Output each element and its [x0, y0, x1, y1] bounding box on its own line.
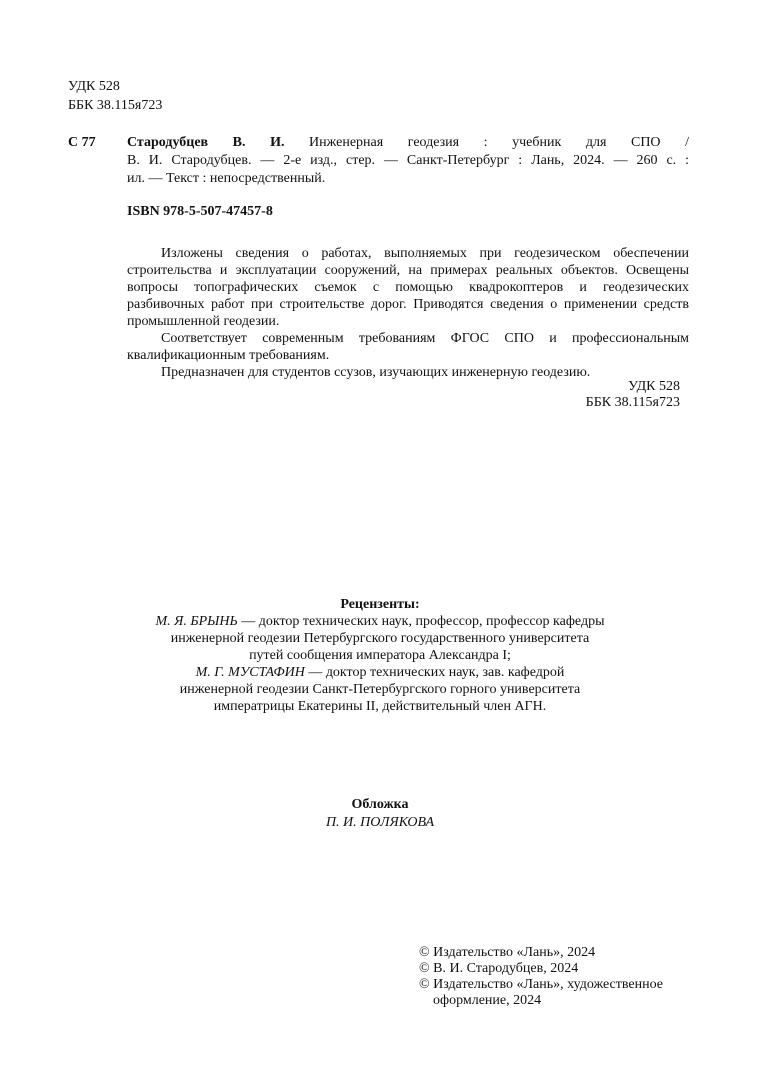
- reviewer-2-title: — доктор технических наук, зав. кафедрой: [304, 665, 565, 680]
- author-mark: С 77: [68, 135, 96, 150]
- udk-code: УДК 528: [68, 79, 120, 94]
- reviewer-1-title: — доктор технических наук, профессор, профессор кафедры: [237, 614, 605, 629]
- reviewer-2-line-3: императрицы Екатерины II, действительный член АГН.: [213, 699, 547, 714]
- reviewer-2-name: М. Г. МУСТАФИН: [195, 665, 305, 680]
- reviewer-1-line-1: [140, 613, 620, 630]
- bbk-code-bottom: ББК 38.115я723: [585, 395, 680, 410]
- cover-credit: [180, 796, 580, 832]
- reviewer-1-name: М. Я. БРЫНЬ: [155, 614, 238, 629]
- cover-heading: Обложка: [351, 797, 409, 812]
- abstract-paragraph-2: [127, 330, 689, 364]
- bbk-code: ББК 38.115я723: [68, 98, 163, 113]
- abstract-line: квалификационным требованиям.: [127, 348, 330, 363]
- reviewer-2-line-2: инженерной геодезии Санкт-Петербургского горного университета: [179, 682, 581, 697]
- reviewers-block: [140, 596, 620, 715]
- abstract-paragraph-1: [127, 245, 689, 330]
- abstract-line: строительства и эксплуатации сооружений, на примерах реальных объектов. Освещены: [127, 263, 689, 278]
- cover-designer: П. И. ПОЛЯКОВА: [325, 815, 435, 830]
- abstract-line: разбивочных работ при строительстве дорог. Приводятся сведения о применении средств: [127, 297, 689, 312]
- reviewers-heading: Рецензенты:: [340, 597, 420, 612]
- copyright-block: [419, 945, 679, 1009]
- copyright-line: оформление, 2024: [433, 993, 542, 1008]
- copyright-line: © Издательство «Лань», художественное: [419, 977, 663, 992]
- bib-line-3: ил. — Текст : непосредственный.: [127, 171, 326, 186]
- abstract-line: промышленной геодезии.: [127, 314, 280, 329]
- reviewer-1-line-2: инженерной геодезии Петербургского государственного университета: [170, 631, 590, 646]
- copyright-line: © В. И. Стародубцев, 2024: [419, 961, 579, 976]
- title-statement: Инженерная геодезия : учебник для СПО /: [284, 135, 689, 150]
- copyright-line: © Издательство «Лань», 2024: [419, 945, 596, 960]
- abstract-line: Соответствует современным требованиям ФГОС СПО и профессиональным: [161, 331, 689, 346]
- bib-line-2: В. И. Стародубцев. — 2-е изд., стер. — Санкт-Петербург : Лань, 2024. — 260 с. :: [127, 153, 689, 168]
- udk-code-bottom: УДК 528: [628, 379, 680, 394]
- reviewer-1-line-3: путей сообщения императора Александра I;: [249, 648, 511, 663]
- isbn: ISBN 978-5-507-47457-8: [127, 204, 273, 219]
- abstract-line: Предназначен для студентов ссузов, изучающих инженерную геодезию.: [161, 365, 591, 380]
- abstract-line: Изложены сведения о работах, выполняемых при геодезическом обеспечении: [161, 246, 689, 261]
- author-name: Стародубцев В. И.: [127, 135, 285, 150]
- abstract-line: вопросы топографических съемок с помощью квадрокоптеров и геодезических: [127, 280, 689, 295]
- abstract: [127, 245, 689, 381]
- bibliographic-record: [127, 134, 689, 188]
- reviewer-2-line-1: [140, 664, 620, 681]
- bib-line-1: [127, 134, 689, 152]
